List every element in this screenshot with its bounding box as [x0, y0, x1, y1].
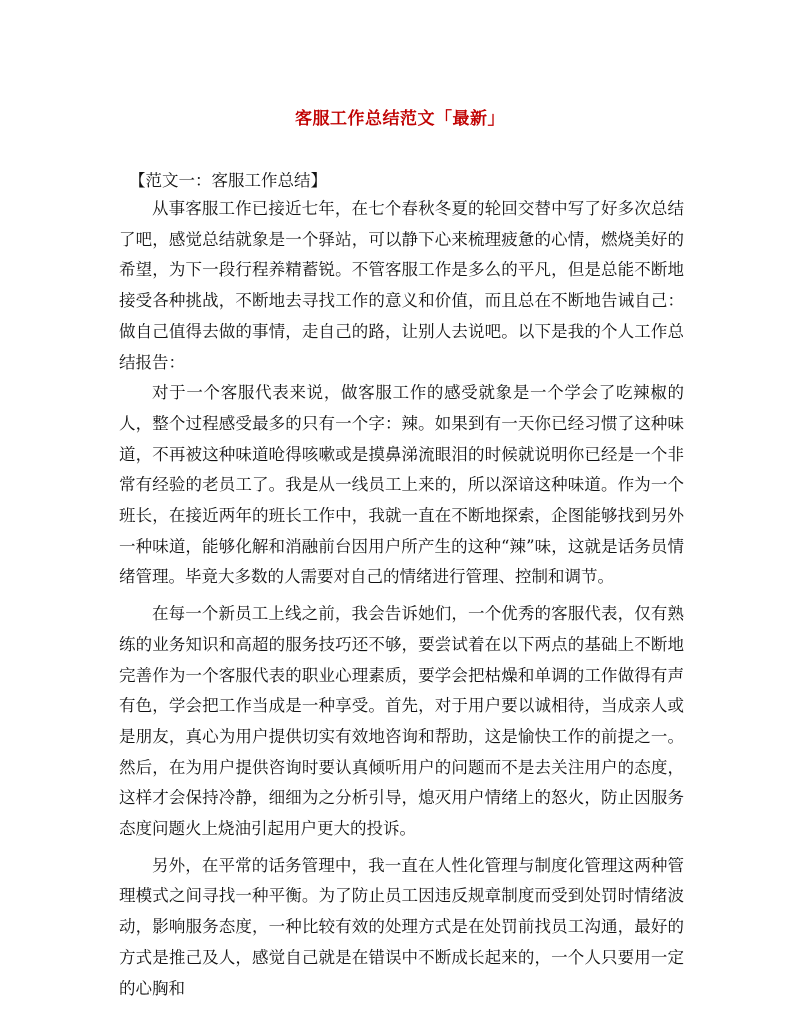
document-title: 客服工作总结范文「最新」: [295, 109, 505, 129]
section-heading: 【范文一：客服工作总结】: [129, 171, 327, 190]
paragraph-3: 在每一个新员工上线之前，我会告诉她们，一个优秀的客服代表，仅有熟练的业务知识和高超的服务技巧还不够，要尝试着在以下两点的基础上不断地完善作为一个客服代表的职业心理素质，要学会把枯燥和单调的工作做得有声有色，学会把工作当成是一种享受。首先，对于用户要以诚相待，当成亲人或是朋友，真心为用户提供切实有效地咨询和帮助，这是愉快工作的前提之一。然后，在为用户提供咨询时要认真倾听用户的问题而不是去关注用户的态度，这样才会保持冷静，细细为之分析引导，熄灭用户情绪上的怒火，防止因服务态度问题火上烧油引起用户更大的投诉。: [119, 604, 684, 839]
paragraph-2: 对于一个客服代表来说，做客服工作的感受就象是一个学会了吃辣椒的人，整个过程感受最多的只有一个字：辣。如果到有一天你已经习惯了这种味道，不再被这种味道呛得咳嗽或是摸鼻涕流眼泪的时候就说明你已经是一个非常有经验的老员工了。我是从一线员工上来的，所以深谙这种味道。作为一个班长，在接近两年的班长工作中，我就一直在不断地探索，企图能够找到另外一种味道，能够化解和消融前台因用户所产生的这种“辣”味，这就是话务员情绪管理。毕竟大多数的人需要对自己的情绪进行管理、控制和调节。: [119, 383, 684, 587]
paragraph-4: 另外，在平常的话务管理中，我一直在人性化管理与制度化管理这两种管理模式之间寻找一种平衡。为了防止员工因违反规章制度而受到处罚时情绪波动，影响服务态度，一种比较有效的处理方式是在处罚前找员工沟通，最好的方式是推己及人，感觉自己就是在错误中不断成长起来的，一个人只要用一定的心胸和: [119, 855, 684, 998]
document-body: [119, 168, 684, 1004]
paragraph-1: 从事客服工作已接近七年，在七个春秋冬夏的轮回交替中写了好多次总结了吧，感觉总结就象是一个驿站，可以静下心来梳理疲惫的心情，燃烧美好的希望，为下一段行程养精蓄锐。不管客服工作是多么的平凡，但是总能不断地接受各种挑战，不断地去寻找工作的意义和价值，而且总在不断地告诫自己：做自己值得去做的事情，走自己的路，让别人去说吧。以下是我的个人工作总结报告：: [119, 199, 684, 372]
